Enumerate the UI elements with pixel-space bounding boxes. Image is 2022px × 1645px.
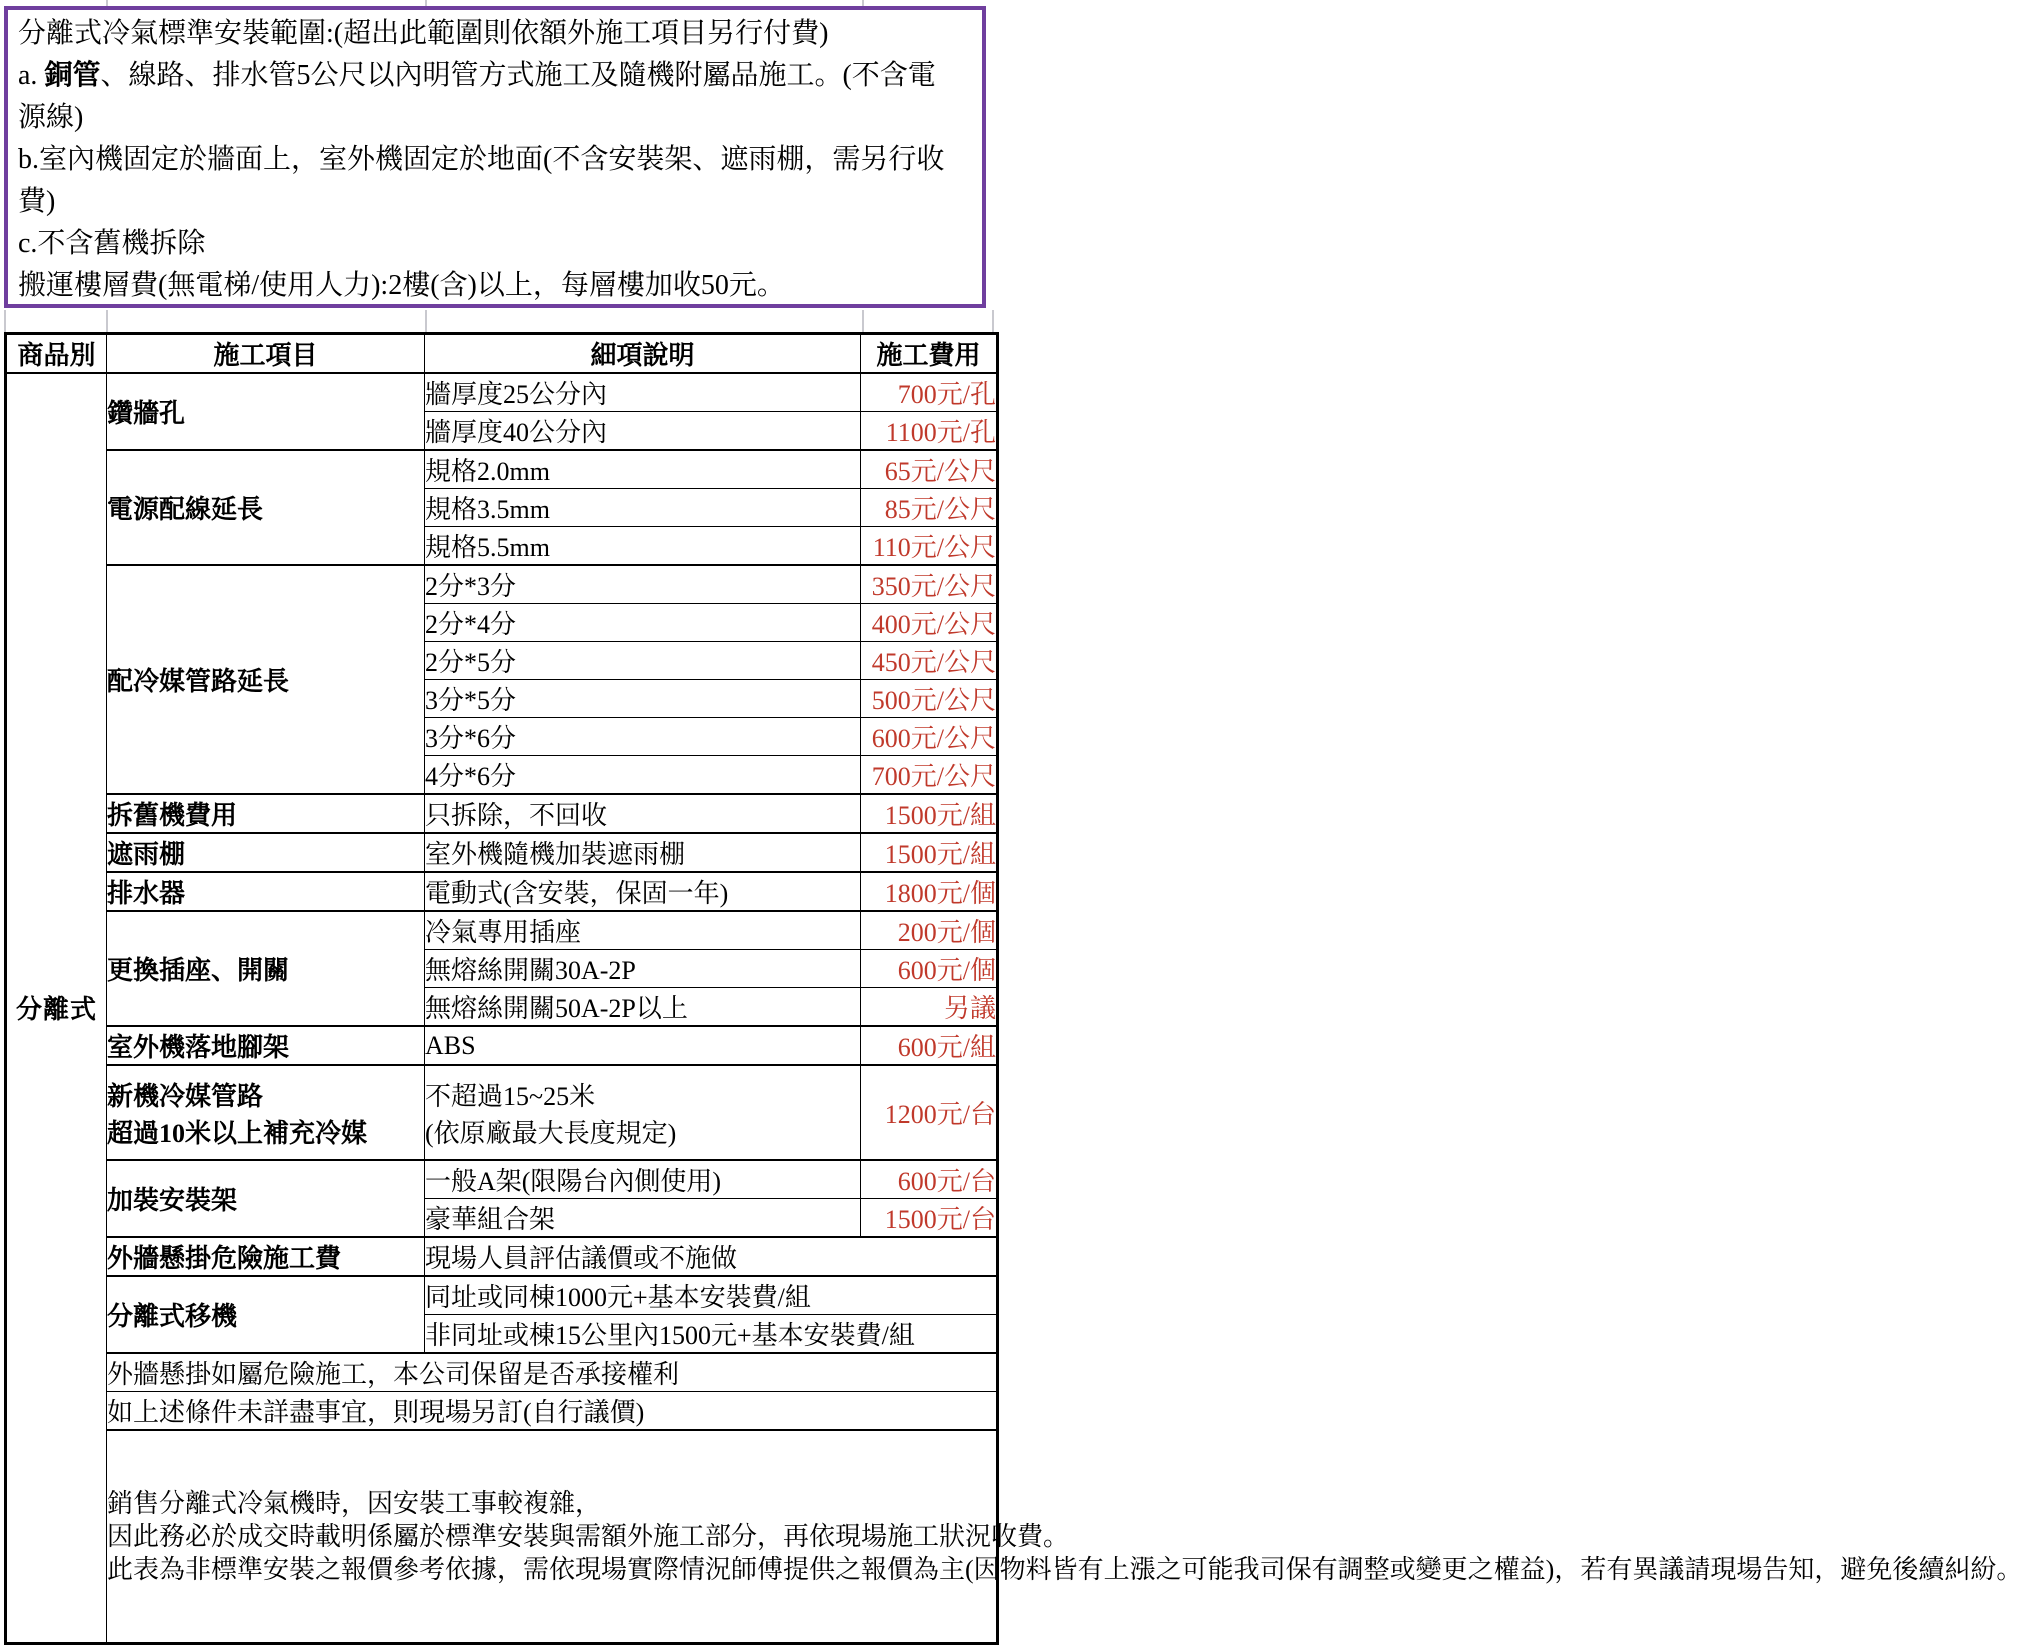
item-cell: 電源配線延長 <box>107 450 425 565</box>
header-product-type: 商品別 <box>6 334 107 374</box>
fee-cell: 600元/組 <box>861 1026 998 1065</box>
fee-cell: 450元/公尺 <box>861 642 998 680</box>
note-paragraph: 此表為非標準安裝之報價參考依據，需依現場實際情況師傅提供之報價為主(因物料皆有上漲之可能我司保有調整或變更之權益)，若有異議請現場告知，避免後續糾紛。 <box>107 1554 2022 1584</box>
item-cell: 更換插座、開關 <box>107 911 425 1026</box>
desc-cell: 3分*6分 <box>425 718 861 756</box>
gridline <box>106 310 108 332</box>
desc-cell: 現場人員評估議價或不施做 <box>425 1237 998 1276</box>
table-row <box>6 1430 998 1643</box>
header-detail: 細項說明 <box>425 334 861 374</box>
item-cell: 鑽牆孔 <box>107 373 425 450</box>
fee-cell: 1100元/孔 <box>861 412 998 451</box>
fee-cell: 1500元/組 <box>861 794 998 833</box>
desc-line-2: (依原廠最大長度規定) <box>425 1118 677 1148</box>
desc-cell: 豪華組合架 <box>425 1199 861 1238</box>
fee-cell: 1500元/台 <box>861 1199 998 1238</box>
table-row <box>6 565 998 604</box>
item-cell: 室外機落地腳架 <box>107 1026 425 1065</box>
desc-line-1: 不超過15~25米 <box>425 1081 596 1111</box>
item-cell: 拆舊機費用 <box>107 794 425 833</box>
item-cell: 加裝安裝架 <box>107 1160 425 1237</box>
notice-box <box>4 6 986 308</box>
item-cell: 外牆懸掛危險施工費 <box>107 1237 425 1276</box>
fee-cell: 另議 <box>861 988 998 1027</box>
desc-cell: 只拆除，不回收 <box>425 794 861 833</box>
table-row <box>6 1026 998 1065</box>
table-row <box>6 1065 998 1160</box>
gridline <box>992 310 994 332</box>
fee-cell: 350元/公尺 <box>861 565 998 604</box>
notes-cell <box>107 1430 2022 1643</box>
desc-cell: ABS <box>425 1026 861 1065</box>
product-type-cell: 分離式 <box>6 373 107 1643</box>
desc-cell: 冷氣專用插座 <box>425 911 861 950</box>
table-row <box>6 1160 998 1199</box>
fee-cell: 85元/公尺 <box>861 489 998 527</box>
note-paragraph: 因此務必於成交時載明係屬於標準安裝與需額外施工部分，再依現場施工狀況收費。 <box>107 1521 1070 1551</box>
desc-cell: 2分*5分 <box>425 642 861 680</box>
desc-cell: 同址或同棟1000元+基本安裝費/組 <box>425 1276 998 1315</box>
fee-cell: 1800元/個 <box>861 872 998 911</box>
desc-cell: 牆厚度25公分內 <box>425 373 861 412</box>
header-fee: 施工費用 <box>861 334 998 374</box>
desc-cell: 規格3.5mm <box>425 489 861 527</box>
desc-cell: 2分*3分 <box>425 565 861 604</box>
fee-cell: 700元/孔 <box>861 373 998 412</box>
pricing-table <box>4 332 2022 1645</box>
item-cell: 遮雨棚 <box>107 833 425 872</box>
fee-cell: 500元/公尺 <box>861 680 998 718</box>
table-row <box>6 794 998 833</box>
item-cell <box>107 1065 425 1160</box>
fee-cell: 65元/公尺 <box>861 450 998 489</box>
full-width-note-cell: 如上述條件未詳盡事宜，則現場另訂(自行議價) <box>107 1392 998 1431</box>
desc-cell: 牆厚度40公分內 <box>425 412 861 451</box>
desc-cell: 一般A架(限陽台內側使用) <box>425 1160 861 1199</box>
table-row <box>6 872 998 911</box>
desc-cell: 室外機隨機加裝遮雨棚 <box>425 833 861 872</box>
desc-cell <box>425 1065 861 1160</box>
item-cell: 分離式移機 <box>107 1276 425 1353</box>
fee-cell: 1500元/組 <box>861 833 998 872</box>
desc-cell: 規格2.0mm <box>425 450 861 489</box>
desc-cell: 無熔絲開關50A-2P以上 <box>425 988 861 1027</box>
table-row <box>6 1276 998 1315</box>
desc-cell: 規格5.5mm <box>425 527 861 566</box>
fee-cell: 400元/公尺 <box>861 604 998 642</box>
table-row <box>6 1237 998 1276</box>
gridline <box>425 310 427 332</box>
fee-cell: 600元/台 <box>861 1160 998 1199</box>
table-row <box>6 1353 998 1392</box>
notice-line-a-bold: 銅管 <box>44 60 101 91</box>
notice-line-floor-fee: 搬運樓層費(無電梯/使用人力):2樓(含)以上，每層樓加收50元。 <box>18 270 785 301</box>
desc-cell: 2分*4分 <box>425 604 861 642</box>
notice-line-a-prefix: a. <box>18 60 45 91</box>
table-row <box>6 833 998 872</box>
table-row <box>6 373 998 412</box>
notice-line-scope: 分離式冷氣標準安裝範圍:(超出此範圍則依額外施工項目另行付費) <box>18 18 829 49</box>
fee-cell: 600元/個 <box>861 950 998 988</box>
fee-cell: 110元/公尺 <box>861 527 998 566</box>
desc-cell: 4分*6分 <box>425 756 861 795</box>
gridline <box>862 310 864 332</box>
item-cell: 配冷媒管路延長 <box>107 565 425 794</box>
table-header-row <box>6 334 998 374</box>
desc-cell: 3分*5分 <box>425 680 861 718</box>
notice-line-a-rest: 、線路、排水管5公尺以內明管方式施工及隨機附屬品施工。(不含電源線) <box>18 60 936 133</box>
gridline <box>4 310 6 332</box>
note-paragraph: 銷售分離式冷氣機時，因安裝工事較複雜， <box>107 1488 602 1518</box>
header-construction-item: 施工項目 <box>107 334 425 374</box>
table-row <box>6 911 998 950</box>
desc-cell: 無熔絲開關30A-2P <box>425 950 861 988</box>
fee-cell: 600元/公尺 <box>861 718 998 756</box>
item-line-1: 新機冷媒管路 <box>107 1081 264 1111</box>
desc-cell: 電動式(含安裝，保固一年) <box>425 872 861 911</box>
item-cell: 排水器 <box>107 872 425 911</box>
fee-cell: 700元/公尺 <box>861 756 998 795</box>
fee-cell: 200元/個 <box>861 911 998 950</box>
desc-cell: 非同址或棟15公里內1500元+基本安裝費/組 <box>425 1315 998 1354</box>
fee-cell: 1200元/台 <box>861 1065 998 1160</box>
notice-line-b: b.室內機固定於牆面上，室外機固定於地面(不含安裝架、遮雨棚，需另行收費) <box>18 144 945 217</box>
table-row <box>6 450 998 489</box>
notice-line-c: c.不含舊機拆除 <box>18 228 206 259</box>
full-width-note-cell: 外牆懸掛如屬危險施工，本公司保留是否承接權利 <box>107 1353 998 1392</box>
item-line-2: 超過10米以上補充冷媒 <box>107 1118 368 1148</box>
table-row <box>6 1392 998 1431</box>
